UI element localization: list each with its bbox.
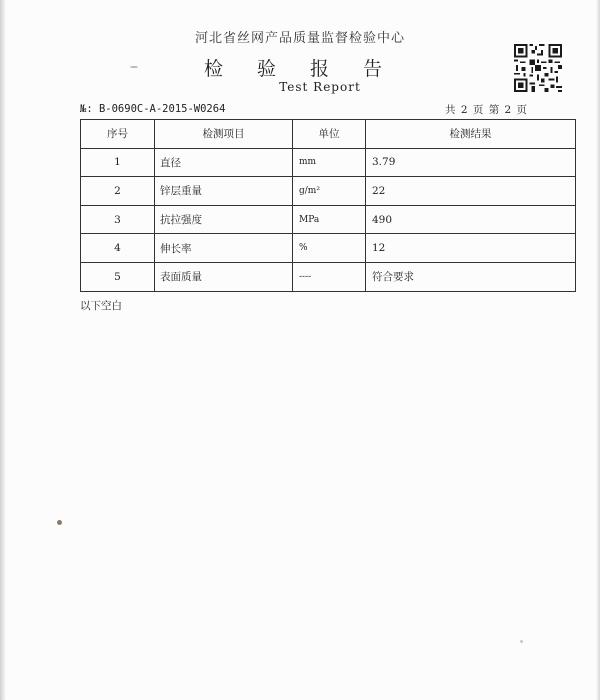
row-result: 符合要求: [366, 262, 576, 291]
row-seq-no: 2: [81, 177, 155, 206]
organization-name: 河北省丝网产品质量监督检验中心: [194, 31, 405, 46]
header-result: 检测结果: [366, 120, 576, 149]
table-row: [81, 148, 576, 177]
scan-speck: [57, 520, 62, 525]
scan-speck: [520, 640, 523, 643]
row-test-item: 伸长率: [155, 234, 293, 263]
table-header-row: [81, 120, 576, 149]
table-row: [81, 177, 576, 206]
row-test-item: 表面质量: [155, 262, 293, 291]
scan-shadow-right: [596, 0, 600, 700]
row-seq-no: 3: [81, 205, 155, 234]
header-seq-no: 序号: [81, 120, 155, 149]
row-unit: g/m²: [293, 177, 366, 206]
row-unit: ----: [293, 262, 366, 291]
row-seq-no: 4: [81, 234, 155, 263]
page-indicator: 共 2 页 第 2 页: [445, 104, 529, 116]
table-row: [81, 234, 576, 263]
report-subtitle: Test Report: [279, 80, 361, 94]
table-row: [81, 205, 576, 234]
row-test-item: 抗拉强度: [155, 205, 293, 234]
row-unit: MPa: [293, 205, 366, 234]
row-result: 12: [366, 234, 576, 263]
row-result: 490: [366, 205, 576, 234]
row-test-item: 锌层重量: [155, 177, 293, 206]
qr-code-icon: [514, 44, 562, 92]
report-number: №: B-0690C-A-2015-W0264: [80, 103, 226, 115]
scan-shadow-left: [0, 0, 6, 700]
scan-speck: [130, 66, 138, 68]
header-unit: 单位: [293, 120, 366, 149]
report-title: 检 验 报 告: [203, 58, 397, 80]
blank-below-note: 以下空白: [80, 300, 122, 312]
row-seq-no: 5: [81, 262, 155, 291]
row-result: 22: [366, 177, 576, 206]
row-seq-no: 1: [81, 148, 155, 177]
row-unit: %: [293, 234, 366, 263]
header-test-item: 检测项目: [155, 120, 293, 149]
row-unit: mm: [293, 148, 366, 177]
row-result: 3.79: [366, 148, 576, 177]
row-test-item: 直径: [155, 148, 293, 177]
results-table: [80, 119, 576, 292]
table-row: [81, 262, 576, 291]
